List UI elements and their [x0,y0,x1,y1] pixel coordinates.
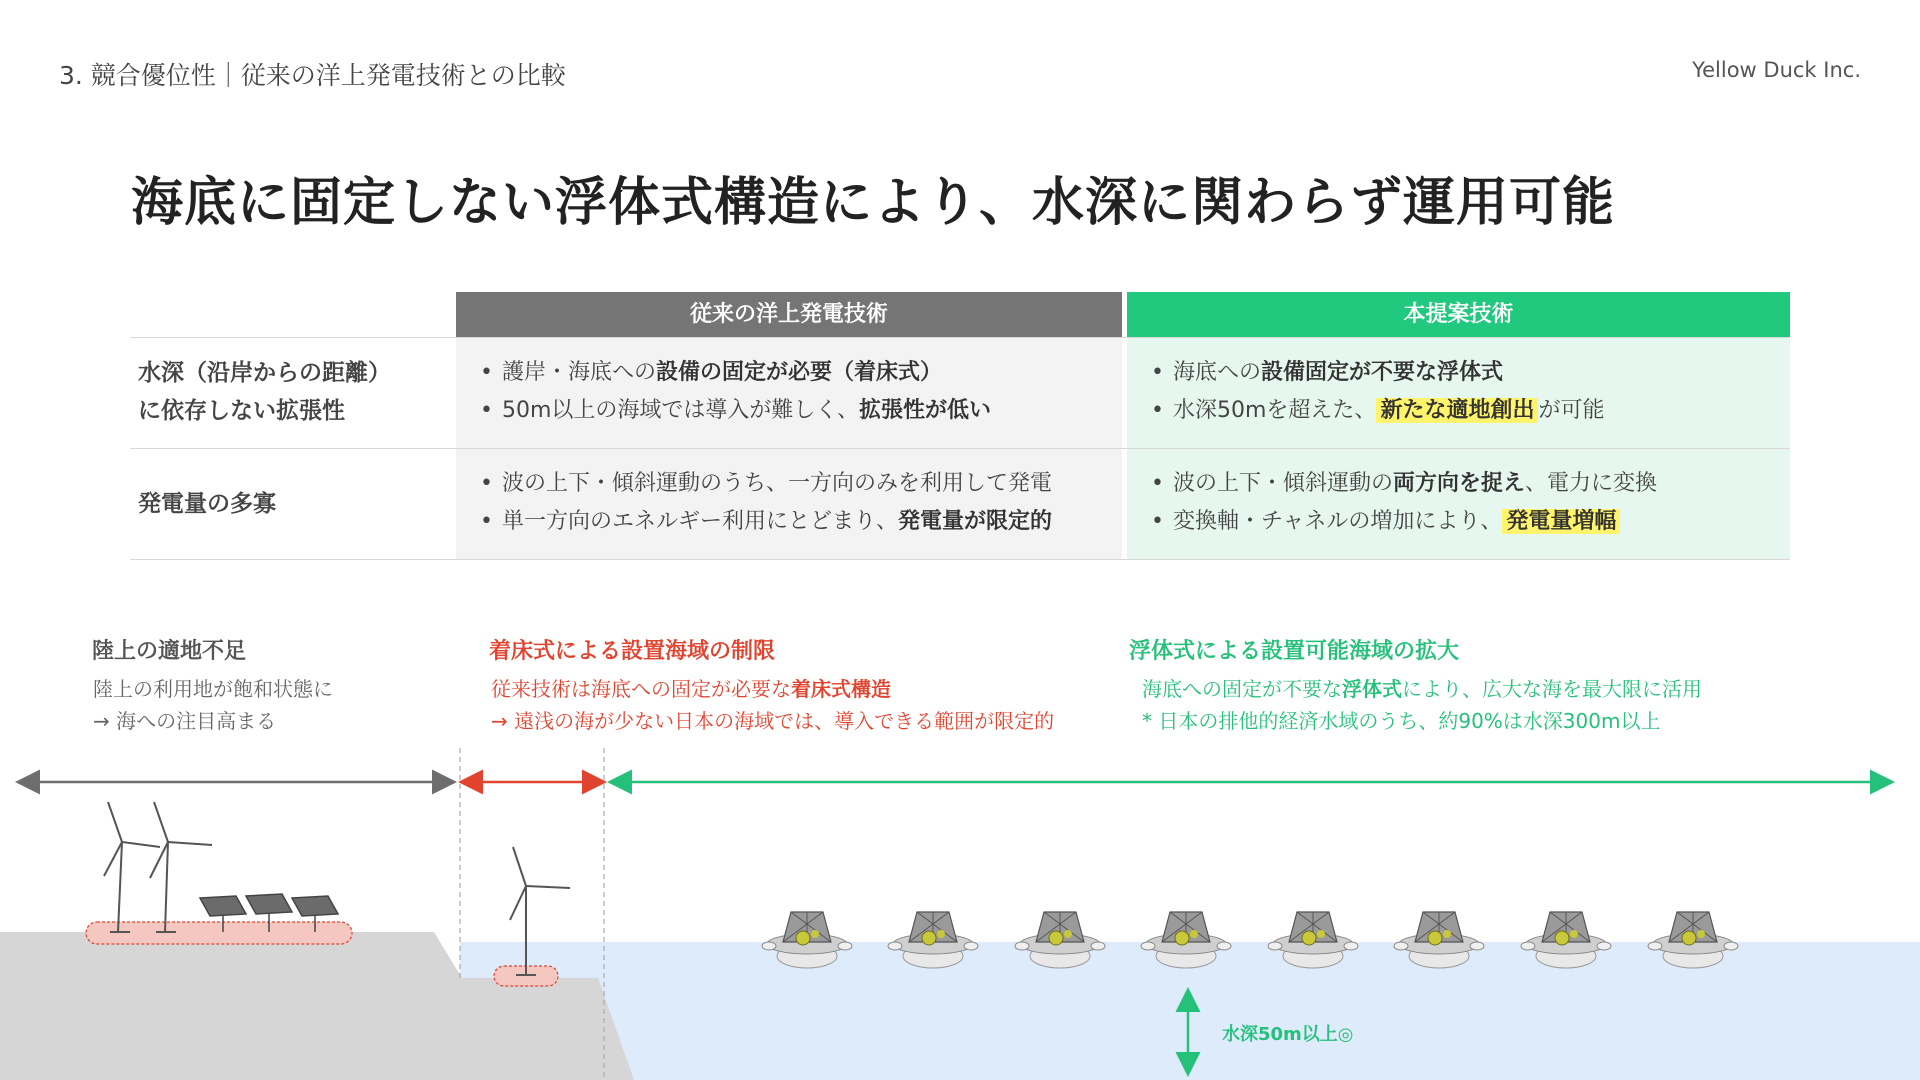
land-heading: 陸上の適地不足 [92,639,247,664]
row-label-line: 水深（沿岸からの距離） [138,360,391,386]
bullet-dot: • [480,398,493,423]
land-line-2: → 海への注目高まる [93,709,277,733]
fixed-line-1: 従来技術は海底への固定が必要な着床式構造 [491,677,891,701]
floating-line-2: * 日本の排他的経済水域のうち、約90%は水深300m以上 [1142,709,1661,733]
fixed-heading: 着床式による設置海域の制限 [489,639,776,664]
depth-label: 水深50m以上◎ [1222,1024,1354,1045]
floating-line-1: 海底への固定が不要な浮体式により、広大な海を最大限に活用 [1142,677,1702,701]
bullet-item: • 波の上下・傾斜運動のうち、一方向のみを利用して発電 [480,465,1122,503]
bullet-dot: • [1151,471,1164,496]
highlight-text: 発電量増幅 [1502,509,1620,534]
bullet-dot: • [1151,398,1164,423]
bullet-item: • 護岸・海底への設備の固定が必要（着床式） [480,354,1122,392]
bullet-item: • 50m以上の海域では導入が難しく、拡張性が低い [480,392,1122,430]
bullet-item: • 変換軸・チャネルの増加により、 発電量増幅 [1151,503,1790,541]
wind-turbine-icon [150,802,212,932]
company-name: Yellow Duck Inc. [1692,58,1861,82]
bullet-item: • 海底への設備固定が不要な浮体式 [1151,354,1790,392]
column-header-conventional: 従来の洋上発電技術 [456,292,1122,337]
bullet-item: • 水深50mを超えた、 新たな適地創出 が可能 [1151,392,1790,430]
highlight-text: 新たな適地創出 [1376,398,1538,423]
bullet-item: • 単一方向のエネルギー利用にとどまり、発電量が限定的 [480,503,1122,541]
fixed-line-2: → 遠浅の海が少ない日本の海域では、導入できる範囲が限定的 [491,709,1055,733]
bullet-dot: • [480,471,493,496]
section-title: 3. 競合優位性｜従来の洋上発電技術との比較 [59,61,566,90]
floating-heading: 浮体式による設置可能海域の拡大 [1129,639,1460,664]
page-headline: 海底に固定しない浮体式構造により、水深に関わらず運用可能 [131,173,1616,233]
bullet-item: • 波の上下・傾斜運動の両方向を捉え、電力に変換 [1151,465,1790,503]
wind-turbine-icon [104,802,160,932]
bullet-dot: • [480,360,493,385]
bullet-dot: • [1151,360,1164,385]
row-label-output: 発電量の多寡 [138,491,276,517]
row-label-line: に依存しない拡張性 [138,398,345,424]
column-header-proposed: 本提案技術 [1127,292,1790,337]
bullet-dot: • [1151,509,1164,534]
land-line-1: 陸上の利用地が飽和状態に [93,677,333,701]
bullet-dot: • [480,509,493,534]
